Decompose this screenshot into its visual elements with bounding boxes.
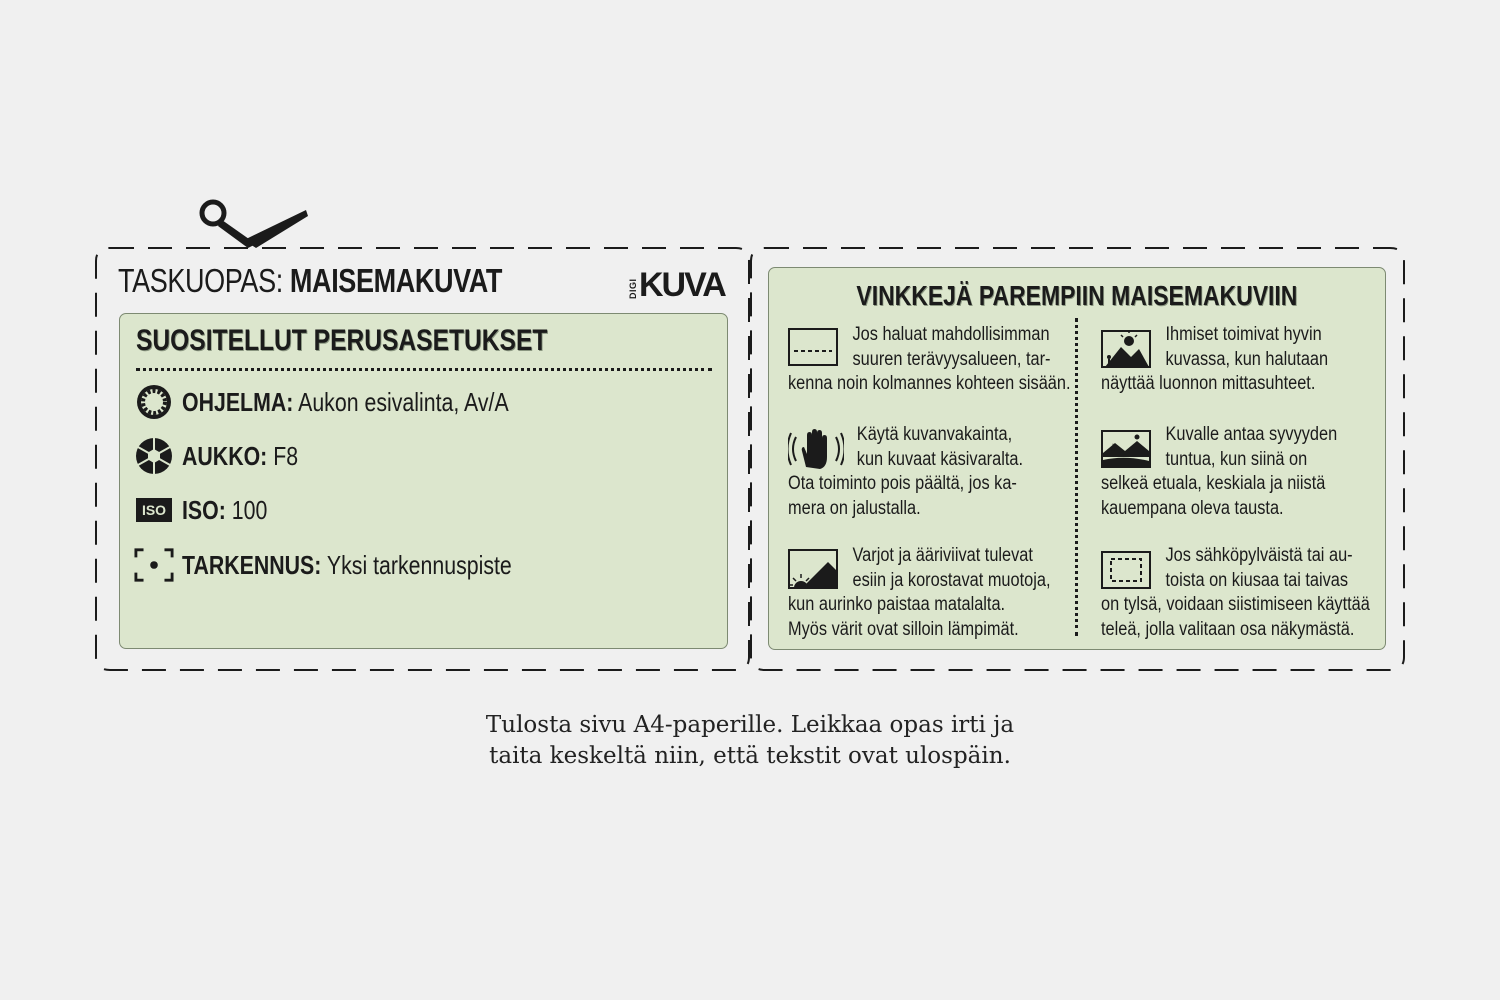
setting-value: Aukon esivalinta, Av/A	[298, 386, 509, 417]
tip-line: toista on kiusaa tai taivas	[1165, 569, 1349, 591]
settings-panel	[119, 313, 728, 649]
tip-line: kun aurinko paistaa matalalta.	[788, 594, 1006, 615]
tip-line: Käytä kuvanvakainta,	[856, 424, 1013, 445]
setting-row-iso	[134, 490, 286, 530]
tip-line: Ihmiset toimivat hyvin	[1165, 324, 1322, 345]
iso-icon-text: ISO	[136, 498, 172, 522]
setting-row-aperture	[134, 436, 324, 476]
tip-line: Ota toiminto pois päältä, jos ka-	[788, 473, 1017, 494]
logo-small-text: DIGI	[628, 278, 638, 299]
focus-point-icon	[134, 545, 174, 585]
tip-item	[788, 423, 1078, 521]
settings-divider	[136, 368, 712, 371]
tip-line: kuvassa, kun halutaan	[1165, 348, 1329, 370]
setting-label: ISO:	[182, 494, 226, 525]
guide-title	[118, 262, 586, 300]
guide-title-main: MAISEMAKUVAT	[289, 262, 502, 299]
logo-main-text: KUVA	[639, 266, 725, 304]
iso-icon	[134, 490, 174, 530]
caption-line: taita keskeltä niin, että tekstit ovat ulospäin.	[489, 743, 1011, 769]
tip-line: kenna noin kolmannes kohteen sisään.	[788, 373, 1071, 394]
setting-value: F8	[273, 440, 299, 471]
setting-row-mode	[134, 382, 580, 422]
tip-line: Myös värit ovat silloin lämpimät.	[788, 618, 1019, 640]
tip-line: Jos sähköpylväistä tai au-	[1165, 545, 1353, 566]
tip-item	[788, 544, 1078, 642]
settings-heading: SUOSITELLUT PERUSASETUKSET	[136, 324, 548, 357]
tip-line: teleä, jolla valitaan osa näkymästä.	[1101, 618, 1355, 640]
setting-value: Yksi tarkennuspiste	[326, 549, 512, 580]
tip-line: Kuvalle antaa syvyyden	[1165, 424, 1338, 445]
tip-item	[788, 323, 1078, 397]
tip-line: mera on jalustalla.	[788, 497, 921, 519]
setting-label: AUKKO:	[182, 440, 268, 471]
mode-dial-icon	[134, 382, 174, 422]
tip-line: tuntua, kun siinä on	[1165, 448, 1308, 470]
tip-line: on tylsä, voidaan siistimiseen käyttää	[1101, 594, 1370, 615]
guide-title-prefix: TASKUOPAS:	[118, 262, 283, 299]
caption-line: Tulosta sivu A4-paperille. Leikkaa opas irti ja	[485, 712, 1015, 738]
setting-row-focus	[134, 545, 584, 585]
aperture-icon	[134, 436, 174, 476]
tip-item	[1101, 423, 1391, 521]
tip-item	[1101, 323, 1391, 397]
tip-line: kun kuvaat käsivaralta.	[856, 448, 1024, 470]
tip-line: Varjot ja ääriviivat tulevat	[852, 545, 1033, 566]
tip-item	[1101, 544, 1391, 642]
tip-line: suuren terävyysalueen, tar-	[852, 348, 1051, 370]
setting-label: OHJELMA:	[182, 386, 294, 417]
print-instructions	[0, 710, 1500, 772]
setting-value: 100	[231, 494, 268, 525]
tip-line: kauempana oleva tausta.	[1101, 497, 1284, 519]
tips-heading: VINKKEJÄ PAREMPIIN MAISEMAKUVIIN	[856, 280, 1298, 311]
tip-line: näyttää luonnon mittasuhteet.	[1101, 373, 1316, 394]
scissors-icon	[196, 196, 312, 250]
tip-line: esiin ja korostavat muotoja,	[852, 569, 1051, 591]
setting-label: TARKENNUS:	[182, 549, 322, 580]
tip-line: selkeä etuala, keskiala ja niistä	[1101, 473, 1326, 494]
tip-line: Jos haluat mahdollisimman	[852, 324, 1050, 345]
